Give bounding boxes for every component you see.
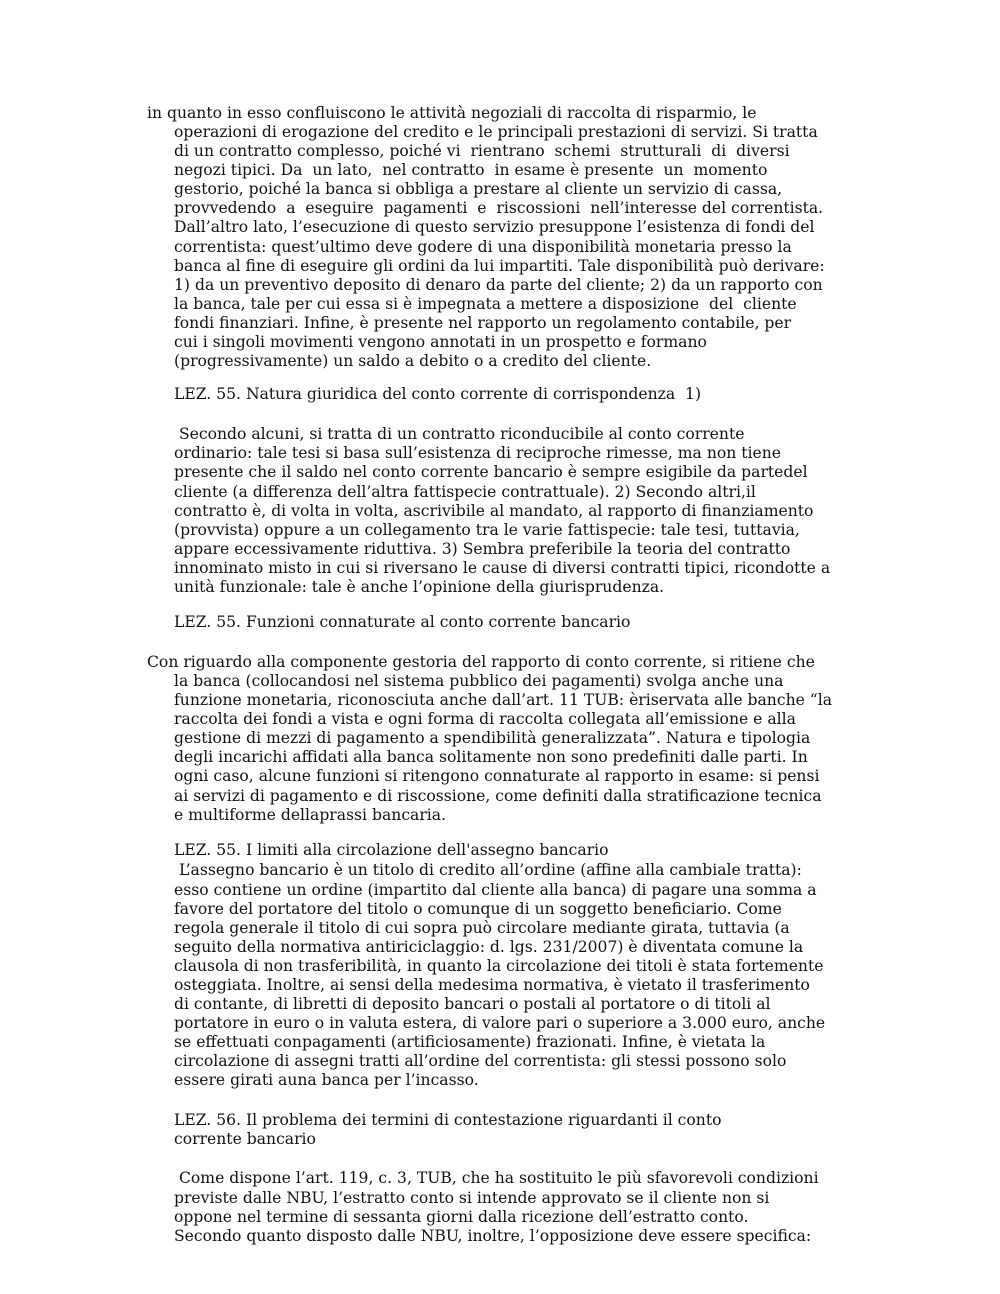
text-line: L’assegno bancario è un titolo di credito all’ordine (affine alla cambiale tratta):: [174, 861, 802, 879]
text-line: portatore in euro o in valuta estera, di valore pari o superiore a 3.000 euro, anche: [174, 1014, 826, 1032]
section-heading: LEZ. 56. Il problema dei termini di contestazione riguardanti il conto: [174, 1111, 722, 1129]
text-line: e multiforme dellaprassi bancaria.: [174, 806, 447, 824]
text-line: ordinario: tale tesi si basa sull’esistenza di reciproche rimesse, ma non tiene: [174, 444, 781, 462]
section-heading: corrente bancario: [174, 1130, 316, 1148]
text-line: funzione monetaria, riconosciuta anche dall’art. 11 TUB: èriservata alle banche “la: [174, 691, 833, 709]
text-line: fondi finanziari. Infine, è presente nel rapporto un regolamento contabile, per: [174, 314, 792, 332]
text-line: favore del portatore del titolo o comunque di un soggetto beneficiario. Come: [174, 900, 782, 918]
text-line: se effettuati conpagamenti (artificiosamente) frazionati. Infine, è vietata la: [174, 1033, 766, 1051]
text-line: banca al fine di eseguire gli ordini da lui impartiti. Tale disponibilità può derivare:: [174, 257, 825, 275]
text-line: regola generale il titolo di cui sopra può circolare mediante girata, tuttavia (a: [174, 919, 790, 937]
text-line: esso contiene un ordine (impartito dal cliente alla banca) di pagare una somma a: [174, 881, 817, 899]
text-line: presente che il saldo nel conto corrente bancario è sempre esigibile da partedel: [174, 463, 808, 481]
text-line: circolazione di assegni tratti all’ordine del correntista: gli stessi possono solo: [174, 1052, 787, 1070]
text-line: ogni caso, alcune funzioni si ritengono connaturate al rapporto in esame: si pensi: [174, 767, 820, 785]
text-line: previste dalle NBU, l’estratto conto si intende approvato se il cliente non si: [174, 1189, 770, 1207]
text-line: unità funzionale: tale è anche l’opinione della giurisprudenza.: [174, 578, 665, 596]
text-line: (provvista) oppure a un collegamento tra le varie fattispecie: tale tesi, tuttavia,: [174, 521, 800, 539]
section-heading: LEZ. 55. I limiti alla circolazione dell'assegno bancario: [174, 841, 609, 859]
text-line: clausola di non trasferibilità, in quanto la circolazione dei titoli è stata fortemente: [174, 957, 824, 975]
text-line: Con riguardo alla componente gestoria del rapporto di conto corrente, si ritiene che: [147, 653, 815, 671]
section-heading: LEZ. 55. Funzioni connaturate al conto corrente bancario: [174, 613, 631, 631]
text-line: (progressivamente) un saldo a debito o a credito del cliente.: [174, 352, 652, 370]
section-heading: LEZ. 55. Natura giuridica del conto corrente di corrispondenza 1): [174, 385, 702, 403]
text-line: provvedendo a eseguire pagamenti e riscossioni nell’interesse del correntista.: [174, 199, 829, 217]
text-line: degli incarichi affidati alla banca solitamente non sono predefiniti dalle parti. In: [174, 748, 808, 766]
text-line: Come dispone l’art. 119, c. 3, TUB, che ha sostituito le più sfavorevoli condizioni: [174, 1169, 819, 1187]
text-line: gestorio, poiché la banca si obbliga a prestare al cliente un servizio di cassa,: [174, 180, 783, 198]
text-line: Secondo quanto disposto dalle NBU, inoltre, l’opposizione deve essere specifica:: [174, 1227, 812, 1245]
text-line: contratto è, di volta in volta, ascrivibile al mandato, al rapporto di finanziamento: [174, 502, 814, 520]
text-line: operazioni di erogazione del credito e le principali prestazioni di servizi. Si tratta: [174, 123, 818, 141]
text-line: raccolta dei fondi a vista e ogni forma di raccolta collegata all’emissione e alla: [174, 710, 796, 728]
text-line: cliente (a differenza dell’altra fattispecie contrattuale). 2) Secondo altri,il: [174, 483, 756, 501]
text-line: ai servizi di pagamento e di riscossione, come definiti dalla stratificazione tecnica: [174, 787, 822, 805]
text-line: Secondo alcuni, si tratta di un contratto riconducibile al conto corrente: [174, 425, 745, 443]
text-line: seguito della normativa antiriciclaggio: d. lgs. 231/2007) è diventata comune la: [174, 938, 804, 956]
text-line: di contante, di libretti di deposito bancari o postali al portatore o di titoli al: [174, 995, 771, 1013]
text-line: di un contratto complesso, poiché vi rientrano schemi strutturali di diversi: [174, 142, 790, 160]
text-line: correntista: quest’ultimo deve godere di una disponibilità monetaria presso la: [174, 238, 792, 256]
text-line: innominato misto in cui si riversano le cause di diversi contratti tipici, ricondotte a: [174, 559, 831, 577]
text-line: la banca (collocandosi nel sistema pubblico dei pagamenti) svolga anche una: [174, 672, 784, 690]
text-line: cui i singoli movimenti vengono annotati in un prospetto e formano: [174, 333, 707, 351]
text-line: oppone nel termine di sessanta giorni dalla ricezione dell’estratto conto.: [174, 1208, 749, 1226]
text-line: appare eccessivamente riduttiva. 3) Sembra preferibile la teoria del contratto: [174, 540, 791, 558]
text-line: essere girati auna banca per l’incasso.: [174, 1071, 479, 1089]
text-line: gestione di mezzi di pagamento a spendibilità generalizzata”. Natura e tipologia: [174, 729, 811, 747]
text-line: la banca, tale per cui essa si è impegnata a mettere a disposizione del cliente: [174, 295, 797, 313]
text-line: Dall’altro lato, l’esecuzione di questo servizio presuppone l’esistenza di fondi del: [174, 218, 815, 236]
text-line: in quanto in esso confluiscono le attività negoziali di raccolta di risparmio, le: [147, 104, 757, 122]
text-line: negozi tipici. Da un lato, nel contratto in esame è presente un momento: [174, 161, 768, 179]
text-line: 1) da un preventivo deposito di denaro da parte del cliente; 2) da un rapporto con: [174, 276, 823, 294]
text-line: osteggiata. Inoltre, ai sensi della medesima normativa, è vietato il trasferimento: [174, 976, 810, 994]
